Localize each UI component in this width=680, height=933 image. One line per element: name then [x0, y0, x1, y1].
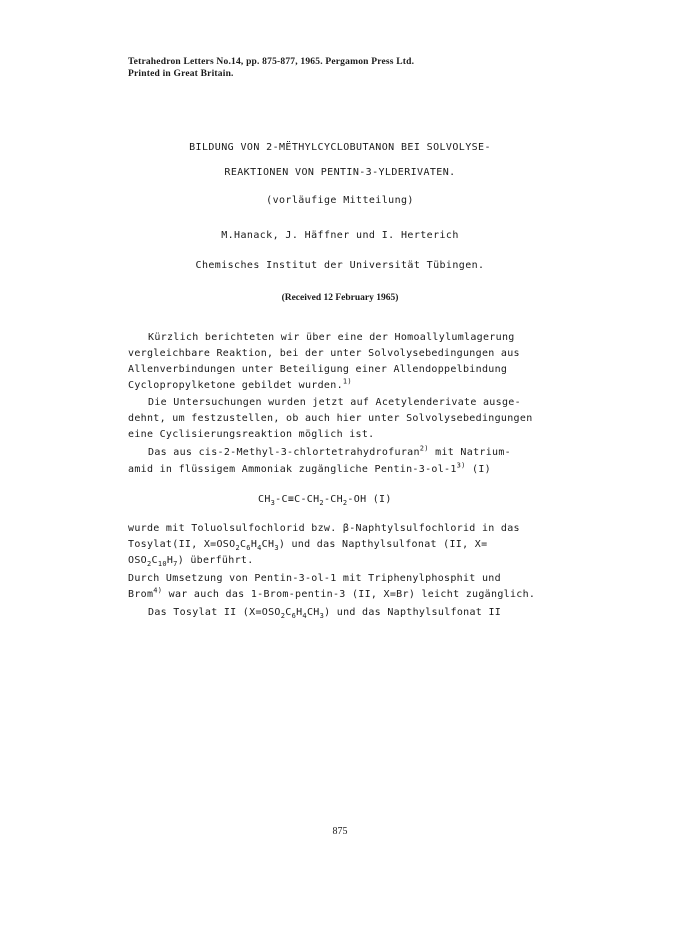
- authors: M.Hanack, J. Häffner und I. Herterich: [221, 230, 459, 241]
- body-line: Allenverbindungen unter Beteiligung einer Allendoppelbindung: [128, 364, 508, 375]
- body-line: $OSO_2C_{10}H_7$) überführt.: [128, 555, 254, 568]
- chemical-formula-I: $CH_3-C\equiv C-CH_2-CH_2-OH$ (I): [258, 494, 392, 507]
- body-line: eine Cyclisierungsreaktion möglich ist.: [128, 429, 375, 440]
- footnote-ref-4: 4): [153, 586, 163, 595]
- body-line: Tosylat(II, $X=OSO_2C_6H_4CH_3$) und das Napthylsulfonat (II, X=: [128, 539, 488, 552]
- paper-title-line1: BILDUNG VON 2-MËTHYLCYCLOBUTANON BEI SOLVOLYSE-: [189, 142, 491, 153]
- preliminary-note: (vorläufige Mitteilung): [266, 195, 414, 206]
- body-line: vergleichbare Reaktion, bei der unter Solvolysebedingungen aus: [128, 348, 520, 359]
- received-date: (Received 12 February 1965): [281, 293, 399, 303]
- body-line: Brom$^{4)}$ war auch das 1-Brom-pentin-3 (II, X=Br) leicht zugänglich.: [128, 586, 536, 600]
- printed-in: Printed in Great Britain.: [128, 69, 234, 79]
- body-line: amid in flüssigem Ammoniak zugängliche Pentin-3-ol-1$^{3)}$ (I): [128, 461, 491, 475]
- body-line: dehnt, um festzustellen, ob auch hier unter Solvolysebedingungen: [128, 413, 533, 424]
- affiliation: Chemisches Institut der Universität Tübingen.: [195, 260, 485, 271]
- body-line: wurde mit Toluolsulfochlorid bzw. β-Naphtylsulfochlorid in das: [128, 523, 520, 534]
- body-line: Das Tosylat II $(X=OSO_2C_6H_4CH_3)$ und das Napthylsulfonat II: [148, 607, 502, 620]
- body-line: Durch Umsetzung von Pentin-3-ol-1 mit Triphenylphosphit und: [128, 573, 501, 584]
- journal-header: [128, 56, 414, 80]
- paper-title-line2: REAKTIONEN VON PENTIN-3-YLDERIVATEN.: [224, 167, 456, 178]
- body-line: Die Untersuchungen wurden jetzt auf Acetylenderivate ausge-: [148, 397, 521, 408]
- footnote-ref-3: 3): [456, 461, 466, 470]
- body-line: Kürzlich berichteten wir über eine der Homoallylumlagerung: [148, 332, 515, 343]
- page-number: 875: [332, 826, 348, 837]
- footnote-ref-2: 2): [419, 444, 429, 453]
- journal-citation: Tetrahedron Letters No.14, pp. 875-877, 1965. Pergamon Press Ltd.: [128, 57, 415, 67]
- footnote-ref-1: 1): [342, 377, 352, 386]
- body-line: Das aus cis-2-Methyl-3-chlortetrahydrofuran$^{2)}$ mit Natrium-: [148, 444, 511, 458]
- body-line: Cyclopropylketone gebildet wurden.$^{1)}$: [128, 377, 352, 391]
